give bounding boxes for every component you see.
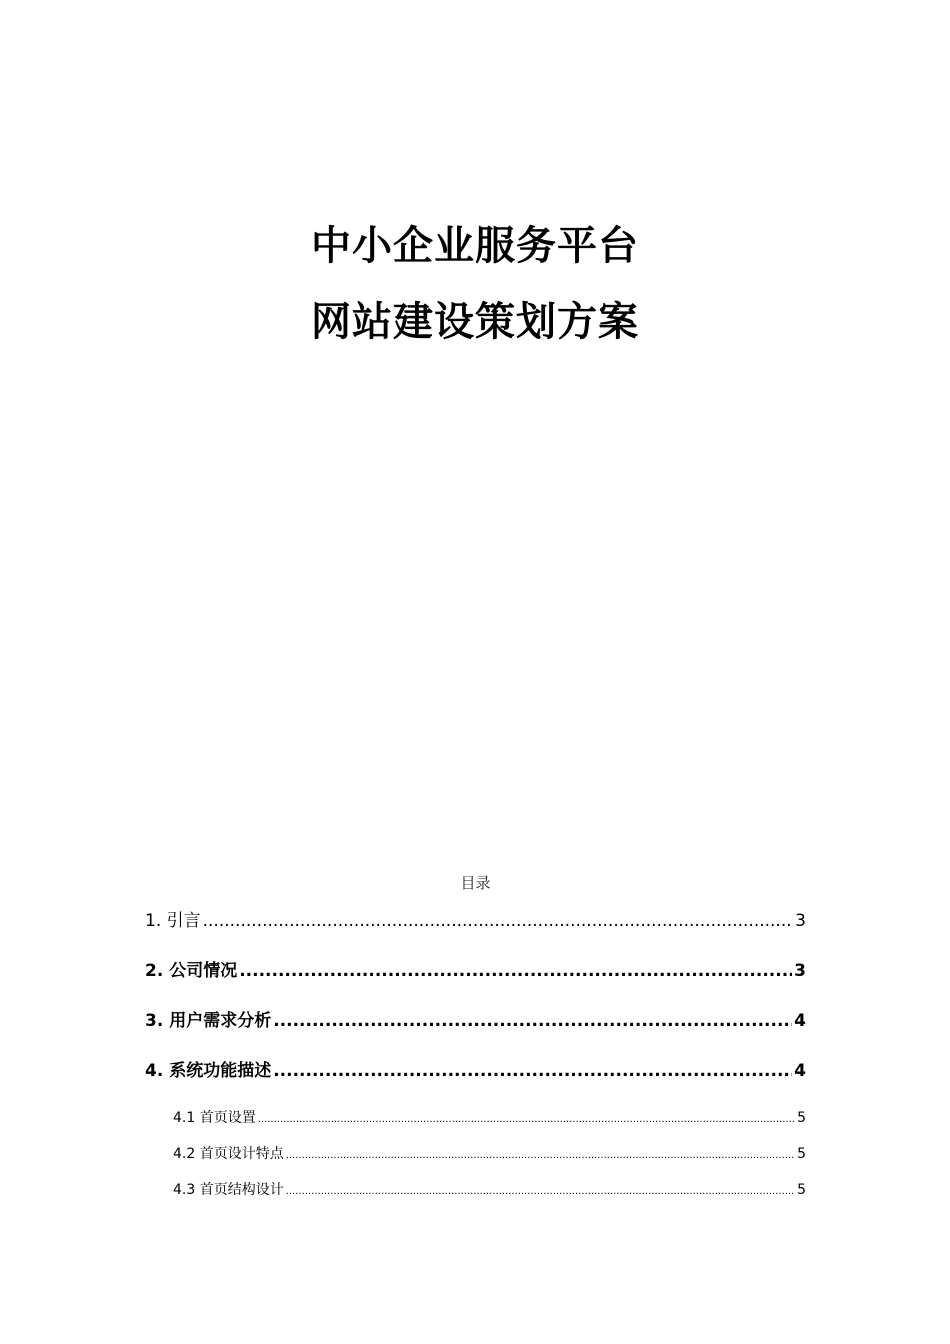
table-of-contents (145, 868, 806, 1214)
toc-entry-requirements[interactable] (145, 1006, 806, 1056)
toc-entry-label: 4.1 首页设置 (173, 1110, 256, 1126)
document-title (0, 208, 950, 360)
toc-dot-leader (286, 1142, 795, 1168)
title-line-2: 网站建设策划方案 (311, 299, 639, 345)
toc-dot-leader (258, 1106, 795, 1132)
toc-entry-introduction[interactable] (145, 906, 806, 956)
toc-entry-company[interactable] (145, 956, 806, 1006)
toc-entry-page: 5 (797, 1110, 806, 1126)
toc-entry-page: 5 (797, 1182, 806, 1198)
toc-dot-leader (273, 1006, 792, 1036)
toc-entry-label: 4.3 首页结构设计 (173, 1182, 284, 1198)
toc-dot-leader (239, 956, 792, 986)
toc-entry-label: 4.2 首页设计特点 (173, 1146, 284, 1162)
toc-entry-homepage-design[interactable] (145, 1142, 806, 1178)
toc-entry-label: 4. 系统功能描述 (145, 1061, 272, 1081)
toc-entry-label: 1. 引言 (145, 911, 201, 931)
toc-dot-leader (203, 906, 794, 936)
toc-entry-label: 3. 用户需求分析 (145, 1011, 272, 1031)
toc-entry-functions[interactable] (145, 1056, 806, 1106)
toc-entry-page: 4 (794, 1061, 806, 1081)
toc-entry-homepage-setup[interactable] (145, 1106, 806, 1142)
toc-heading: 目录 (460, 874, 491, 892)
toc-entry-page: 3 (795, 911, 806, 931)
toc-entry-label: 2. 公司情况 (145, 961, 238, 981)
toc-entry-page: 4 (794, 1011, 806, 1031)
toc-dot-leader (273, 1056, 792, 1086)
toc-entry-page: 3 (794, 961, 806, 981)
toc-entry-page: 5 (797, 1146, 806, 1162)
title-line-1: 中小企业服务平台 (311, 223, 639, 269)
toc-entry-homepage-structure[interactable] (145, 1178, 806, 1214)
toc-dot-leader (286, 1178, 795, 1204)
